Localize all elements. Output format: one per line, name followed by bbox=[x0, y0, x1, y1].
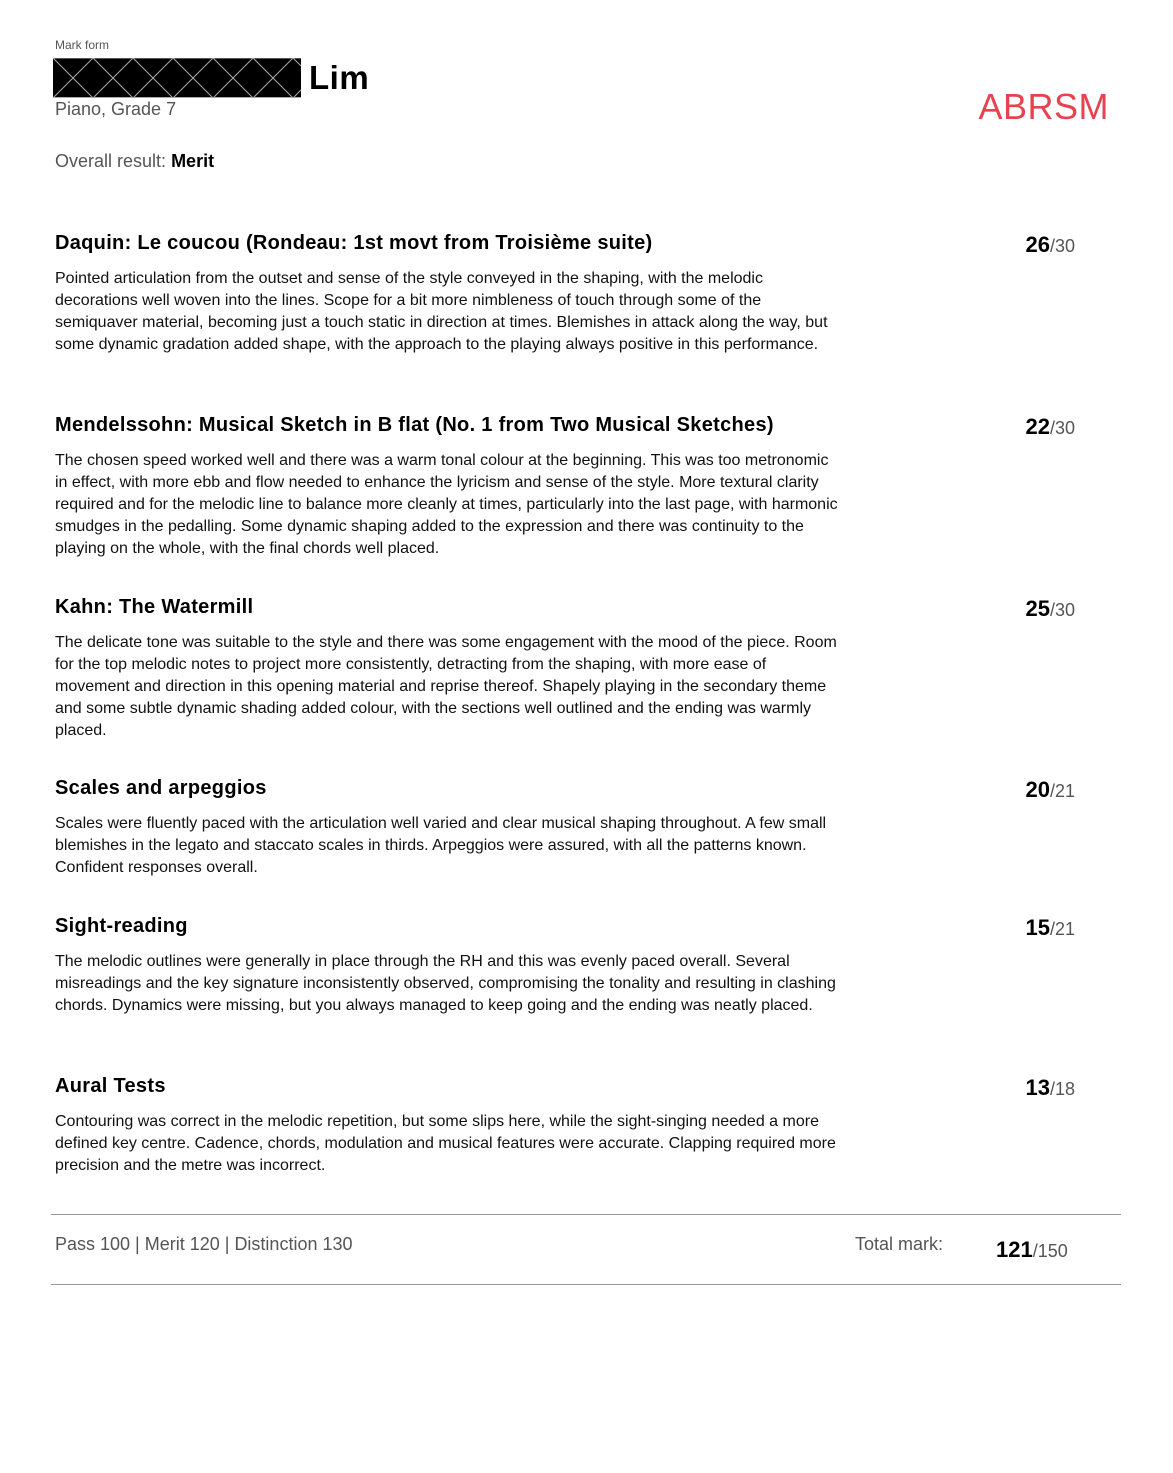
section-kahn bbox=[55, 594, 1075, 742]
section-score bbox=[995, 414, 1075, 440]
section-score bbox=[995, 777, 1075, 803]
score-max: /30 bbox=[1049, 236, 1075, 256]
section-title: Aural Tests bbox=[55, 1075, 166, 1097]
overall-result-label: Overall result: bbox=[55, 151, 167, 171]
total-mark-max: /150 bbox=[1032, 1241, 1068, 1261]
section-title: Kahn: The Watermill bbox=[55, 596, 254, 618]
score-value: 13 bbox=[1025, 1075, 1050, 1100]
section-comment: The melodic outlines were generally in place through the RH and this was evenly paced overall. Several misreadings and the key signature inconsistently observed, compromising the tonality and resulting in clashing chords. Dynamics were missing, but you always managed to keep going and the ending was neatly placed. bbox=[55, 953, 836, 1014]
footer-bottom-divider bbox=[51, 1284, 1121, 1285]
candidate-surname: Lim bbox=[309, 59, 370, 96]
section-score bbox=[995, 596, 1075, 622]
score-value: 15 bbox=[1025, 915, 1050, 940]
exam-subject: Piano, Grade 7 bbox=[55, 99, 177, 119]
section-aural-tests bbox=[55, 1073, 1075, 1177]
section-score bbox=[995, 915, 1075, 941]
section-sight-reading bbox=[55, 913, 1075, 1017]
score-max: /21 bbox=[1049, 781, 1075, 801]
section-comment: The delicate tone was suitable to the style and there was some engagement with the mood of the piece. Room for the top melodic notes to project more consistently, detracting from the shaping, with more ease of movement and direction in this opening material and reprise thereof. Shapely playing in the secondary theme and some subtle dynamic shading added colour, with the sections well outlined and the ending was warmly placed. bbox=[55, 634, 837, 739]
section-comment: The chosen speed worked well and there was a warm tonal colour at the beginning. This was too metronomic in effect, with more ebb and flow needed to enhance the lyricism and sense of the style. More textural clarity required and for the melodic line to balance more cleanly at times, particularly into the last page, with harmonic smudges in the pedalling. Some dynamic shaping added to the expression and there was continuity to the playing on the whole, with the final chords well placed. bbox=[55, 452, 838, 557]
score-value: 26 bbox=[1025, 232, 1050, 257]
score-max: /18 bbox=[1049, 1079, 1075, 1099]
overall-result bbox=[55, 151, 214, 172]
candidate-name bbox=[53, 58, 369, 98]
score-value: 22 bbox=[1025, 414, 1050, 439]
section-comment: Pointed articulation from the outset and sense of the style conveyed in the shaping, with the melodic decorations well woven into the lines. Scope for a bit more nimbleness of touch through some of the semiquaver material, becoming just a touch static in direction at times. Blemishes in attack along the way, but some dynamic gradation added shape, with the approach to the playing always positive in this performance. bbox=[55, 270, 828, 353]
section-comment: Scales were fluently paced with the articulation well varied and clear musical shaping throughout. A few small blemishes in the legato and staccato scales in thirds. Arpeggios were assured, with all the patterns known. Confident responses overall. bbox=[55, 815, 827, 876]
footer-top-divider bbox=[51, 1214, 1121, 1215]
total-mark-value: 121 bbox=[996, 1237, 1033, 1262]
section-mendelssohn bbox=[55, 412, 1075, 560]
score-value: 25 bbox=[1025, 596, 1050, 621]
section-score bbox=[995, 232, 1075, 258]
section-scales bbox=[55, 775, 1075, 879]
section-score bbox=[995, 1075, 1075, 1101]
total-mark bbox=[996, 1237, 1068, 1263]
section-title: Mendelssohn: Musical Sketch in B flat (No. 1 from Two Musical Sketches) bbox=[55, 414, 774, 436]
abrsm-logo: ABRSM bbox=[978, 86, 1109, 127]
redacted-first-name bbox=[53, 58, 301, 98]
section-title: Scales and arpeggios bbox=[55, 777, 267, 799]
section-title: Sight-reading bbox=[55, 915, 188, 937]
section-daquin bbox=[55, 230, 1075, 356]
grade-thresholds: Pass 100 | Merit 120 | Distinction 130 bbox=[55, 1234, 353, 1254]
overall-result-value: Merit bbox=[171, 151, 215, 171]
section-title: Daquin: Le coucou (Rondeau: 1st movt from Troisième suite) bbox=[55, 232, 653, 254]
score-max: /30 bbox=[1049, 418, 1075, 438]
section-comment: Contouring was correct in the melodic repetition, but some slips here, while the sight-singing needed a more defined key centre. Cadence, chords, modulation and musical features were accurate. Clapping required more precision and the metre was incorrect. bbox=[55, 1113, 836, 1174]
mark-form-label: Mark form bbox=[55, 38, 109, 52]
score-max: /30 bbox=[1049, 600, 1075, 620]
score-max: /21 bbox=[1049, 919, 1075, 939]
total-mark-label: Total mark: bbox=[855, 1234, 944, 1254]
score-value: 20 bbox=[1025, 777, 1050, 802]
